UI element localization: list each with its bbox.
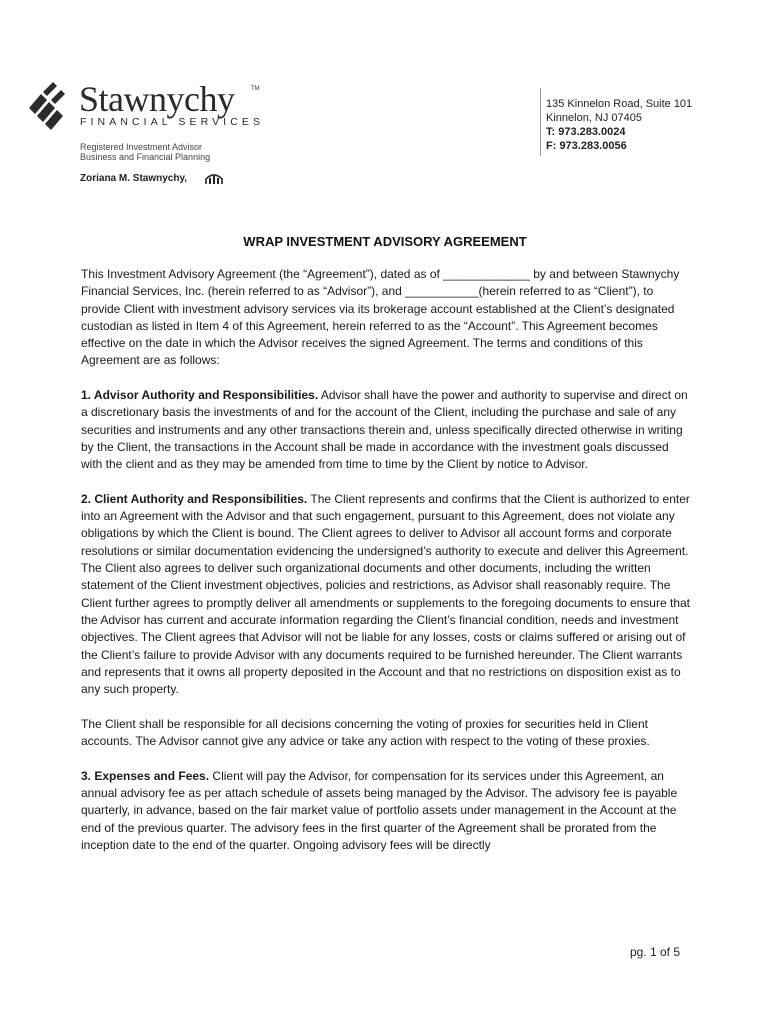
stawnychy-logo-icon [27,82,75,130]
company-logo [27,78,267,138]
signer-name: Zoriana M. Stawnychy, [80,173,188,184]
section-1-paragraph [81,387,693,473]
company-tagline [80,142,210,162]
section-1-text: Advisor shall have the power and authority to supervise and direct on a discretionary basis the investments of and for the account of the Client, including the purchase and sale of any securities and instruments and any other transactions therein and, unless specifically directed otherwise in writing by the Client, the transactions in the Account shall be made in accordance with the investment goals discussed with the client and as they may be amended from time to time by the Client by notice to Advisor. [81,388,688,472]
proxy-voting-paragraph: The Client shall be responsible for all decisions concerning the voting of proxies for securities held in Client accounts. The Advisor cannot give any advice or take any action with respect to the voting of these proxies. [81,716,650,749]
section-2-paragraph [81,491,693,699]
tagline-line-1: Registered Investment Advisor [80,142,203,152]
address-line-1: 135 Kinnelon Road, Suite 101 [546,98,693,110]
document-body [81,266,693,871]
brand-name: Stawnychy [79,79,235,119]
page-number: pg. 1 of 5 [629,945,680,959]
company-address [546,97,692,153]
section-2-heading: 2. Client Authority and Responsibilities. [81,491,308,506]
fax-number: F: 973.283.0056 [546,140,627,152]
trademark-symbol: TM [251,86,260,92]
intro-paragraph: This Investment Advisory Agreement (the “Agreement”), dated as of _____________ by and between Stawnychy Financial Services, Inc. (herein referred to as “Advisor”), and ___________(herein referred to as “Client”), to provide Client with investment advisory services via its brokerage account established at the Client’s designated custodian as listed in Item 4 of this Agreement, herein referred to as the “Account”. This Agreement becomes effective on the date in which the Advisor receives the signed Agreement. The terms and conditions of this Agreement are as follows: [81,267,680,368]
brand-subtitle: FINANCIAL SERVICES [80,116,265,128]
tagline-line-2: Business and Financial Planning [80,152,211,162]
section-2-text: The Client represents and confirms that the Client is authorized to enter into an Agreement with the Advisor and that such engagement, pursuant to this Agreement, does not violate any obligations by which the Client is bound. The Client agrees to deliver to Advisor all account forms and corporate resolutions or similar documentation evidencing the undersigned’s authority to execute and deliver this Agreement. The Client also agrees to deliver such organizational documents and other documents, including the written statement of the Client investment objectives, policies and restrictions, as Advisor shall reasonably require. The Client further agrees to promptly deliver all amendments or supplements to the foregoing documents to ensure that the Advisor has current and accurate information regarding the Client’s financial condition, needs and investment objectives. The Client agrees that Advisor will not be liable for any losses, costs or claims suffered or arising out of the Client’s failure to provide Advisor with any documents required to be furnished hereunder. The Client warrants and represents that it owns all property deposited in the Account and that no restrictions on disposition exist as to any such property. [81,491,690,697]
document-title: WRAP INVESTMENT ADVISORY AGREEMENT [243,234,527,249]
letterhead-divider [540,88,541,156]
address-line-2: Kinnelon, NJ 07405 [546,112,643,124]
section-1-heading: 1. Advisor Authority and Responsibilities. [81,388,319,403]
section-3-heading: 3. Expenses and Fees. [81,768,210,783]
section-3-paragraph [81,768,693,854]
section-3-text: Client will pay the Advisor, for compensation for its services under this Agreement, an annual advisory fee as per attach schedule of assets being managed by the Advisor. The advisory fee is payable quarterly, in advance, based on the fair market value of portfolio assets under management in the Account at the end of the previous quarter. The advisory fees in the first quarter of the Agreement shall be prorated from the inception date to the end of the quarter. Ongoing advisory fees will be directly [81,768,678,852]
cfp-mark-icon [204,172,224,185]
phone-number: T: 973.283.0024 [546,126,626,138]
